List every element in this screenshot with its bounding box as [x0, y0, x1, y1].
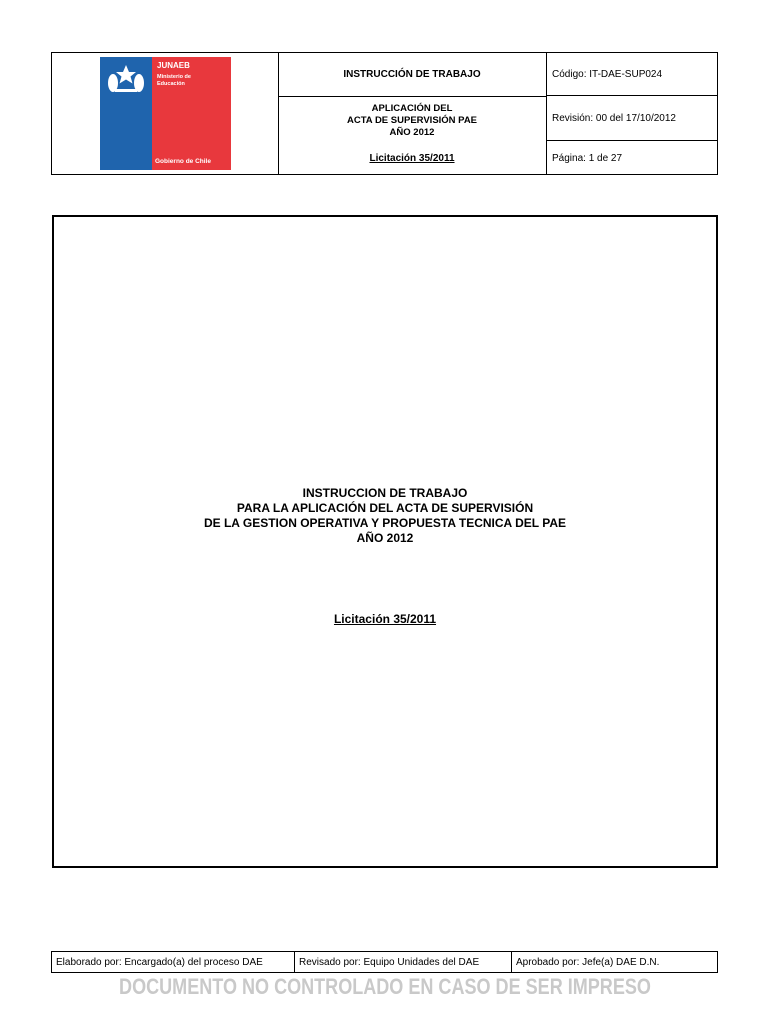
logo-ministry: Ministerio de Educación [157, 74, 191, 87]
document-header-table [51, 52, 718, 175]
header-title-cell [278, 53, 547, 174]
cover-tender: Licitación 35/2011 [333, 612, 437, 626]
approval-footer-table [51, 951, 718, 973]
header-meta-cell [546, 53, 717, 174]
cover-box [52, 215, 718, 868]
page-number: Página: 1 de 27 [552, 152, 623, 164]
doc-revision: Revisión: 00 del 17/10/2012 [546, 97, 717, 141]
junaeb-logo [100, 57, 231, 170]
logo-blue-panel [100, 57, 152, 170]
logo-cell [52, 53, 279, 174]
header-tender: Licitación 35/2011 [369, 153, 455, 164]
doc-title: APLICACIÓN DEL ACTA DE SUPERVISIÓN PAE AÑO 2012 [346, 103, 478, 138]
reviewed-by: Revisado por: Equipo Unidades del DAE [295, 952, 512, 972]
cover-title: INSTRUCCION DE TRABAJO PARA LA APLICACIÓN DEL ACTA DE SUPERVISIÓN DE LA GESTION OPERATIVA Y PROPUESTA TECNICA DEL PAE AÑO 2012 [203, 486, 567, 545]
uncontrolled-copy-watermark: DOCUMENTO NO CONTROLADO EN CASO DE SER IMPRESO [119, 974, 651, 999]
chile-coat-of-arms-icon [106, 63, 146, 97]
doc-type: INSTRUCCIÓN DE TRABAJO [278, 53, 546, 97]
logo-government: Gobierno de Chile [155, 158, 211, 165]
doc-code: Código: IT-DAE-SUP024 [546, 53, 717, 96]
logo-brand: JUNAEB [157, 61, 190, 70]
approved-by: Aprobado por: Jefe(a) DAE D.N. [516, 956, 660, 968]
prepared-by: Elaborado por: Encargado(a) del proceso DAE [52, 952, 295, 972]
